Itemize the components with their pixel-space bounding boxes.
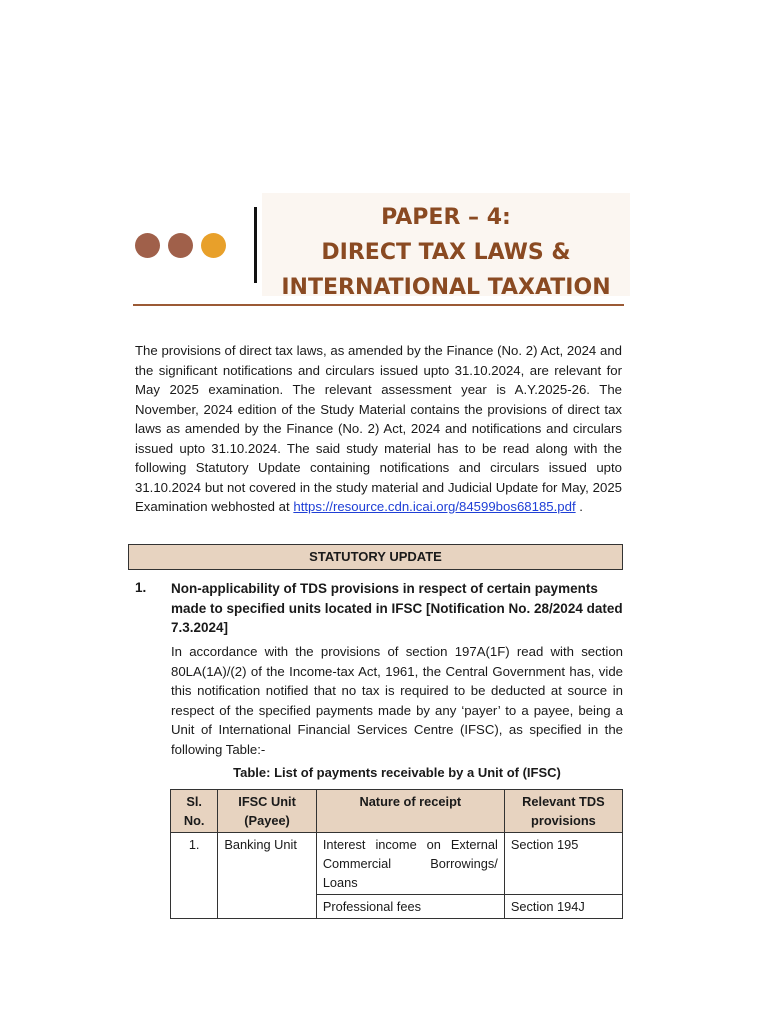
item-number: 1.: [135, 580, 147, 595]
table-row: [171, 833, 623, 895]
table-header-row: [171, 790, 623, 833]
dot-icon-2: [168, 233, 193, 258]
cell-receipt: Professional fees: [316, 895, 504, 919]
intro-text: The provisions of direct tax laws, as amended by the Finance (No. 2) Act, 2024 and the significant notifications and circulars issued upto 31.10.2024, are relevant for May 2025 examination. The relevant assessment year is A.Y.2025-26. The November, 2024 edition of the Study Material contains the provisions of direct tax laws as amended by the Finance (No. 2) Act, 2024 and notifications and circulars issued upto 31.10.2024. The said study material has to be read along with the following Statutory Update containing notifications and circulars issued upto 31.10.2024 but not covered in the study material and Judicial Update for May, 2025 Examination webhosted at: [135, 343, 622, 514]
col-header-tds: Relevant TDS provisions: [504, 790, 622, 833]
item-body: In accordance with the provisions of section 197A(1F) read with section 80LA(1A)/(2) of the Income-tax Act, 1961, the Central Government has, vide this notification notified that no tax is required to be deducted at source in respect of the specified payments made by any ‘payer’ to a payee, being a Unit of International Financial Services Centre (IFSC), as specified in the following Table:-: [171, 644, 623, 757]
col-header-unit: IFSC Unit (Payee): [218, 790, 316, 833]
title-line-2: DIRECT TAX LAWS &: [321, 240, 571, 265]
dot-icon-1: [135, 233, 160, 258]
decorative-dots: [135, 233, 226, 258]
dot-icon-3: [201, 233, 226, 258]
intro-period: .: [575, 499, 583, 514]
table-caption: Table: List of payments receivable by a Unit of (IFSC): [233, 765, 561, 780]
title-line-1: PAPER – 4:: [381, 205, 511, 230]
item-heading: Non-applicability of TDS provisions in respect of certain payments made to specified units located in IFSC [Notification No. 28/2024 dated 7.3.2024]: [171, 581, 623, 635]
cell-tds: Section 195: [504, 833, 622, 895]
study-material-link[interactable]: https://resource.cdn.icai.org/84599bos68185.pdf: [293, 499, 576, 514]
section-heading: STATUTORY UPDATE: [128, 544, 623, 570]
cell-unit: Banking Unit: [218, 833, 316, 919]
col-header-receipt: Nature of receipt: [316, 790, 504, 833]
payments-table: [170, 789, 623, 919]
cell-receipt: Interest income on External Commercial Borrowings/ Loans: [316, 833, 504, 895]
cell-tds: Section 194J: [504, 895, 622, 919]
paper-title: [262, 193, 630, 300]
col-header-sl: Sl. No.: [171, 790, 218, 833]
intro-paragraph: [135, 341, 622, 517]
cell-sl: 1.: [171, 833, 218, 919]
title-line-3: INTERNATIONAL TAXATION: [281, 275, 611, 300]
title-divider: [254, 207, 257, 283]
title-rule: [133, 304, 624, 306]
